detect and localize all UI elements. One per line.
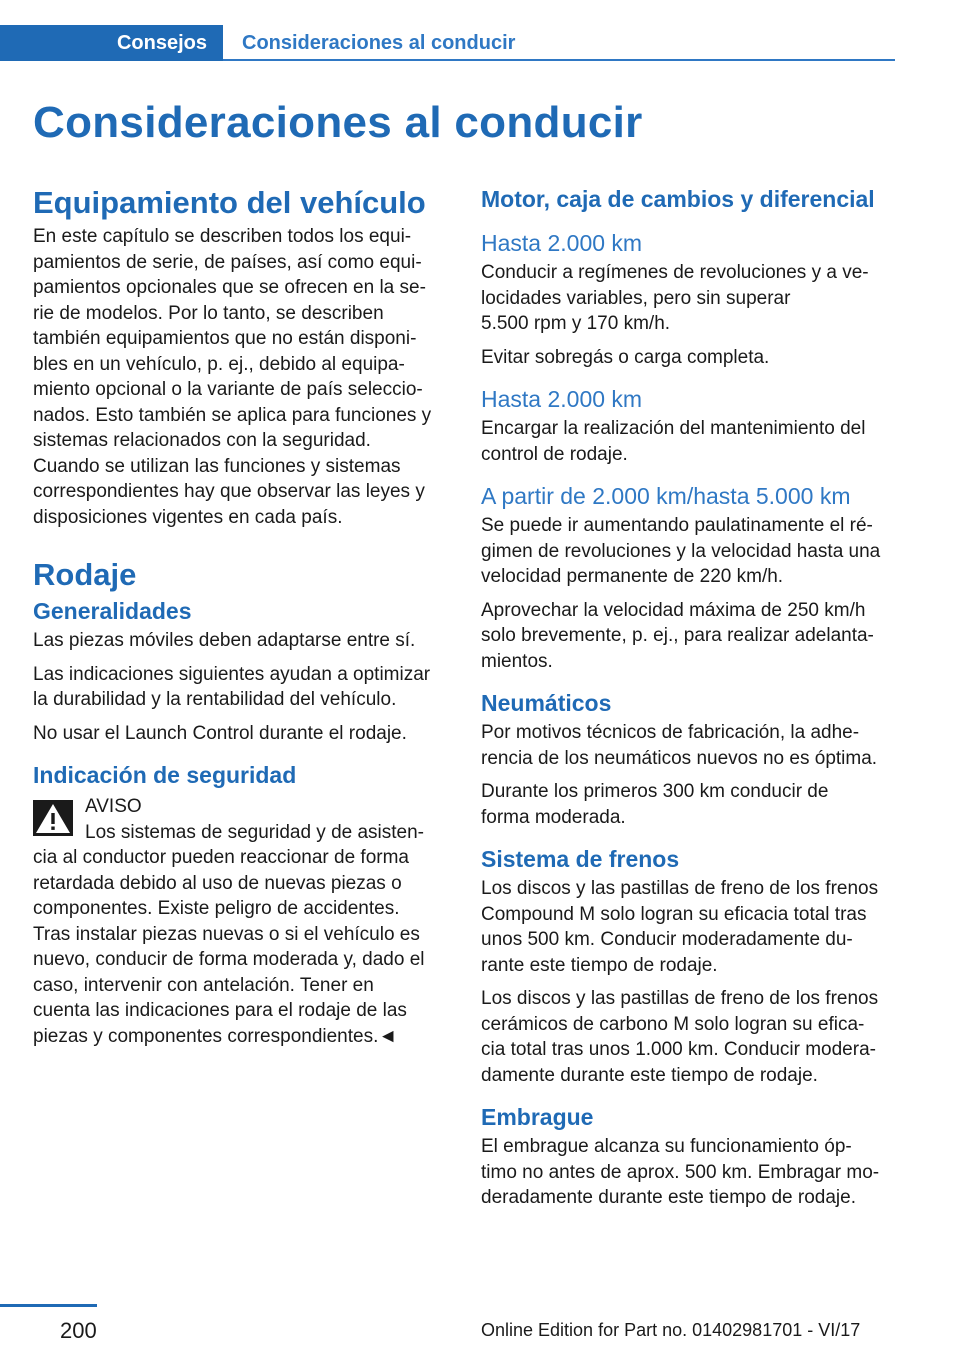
warning-block xyxy=(33,794,448,1049)
hasta-2000-paragraph-1: Conducir a regímenes de revoluciones y a ve- locidades variables, pero sin superar 5.500 rpm y 170 km/h. xyxy=(481,262,869,334)
neumaticos-paragraph-1: Por motivos técnicos de fabricación, la adhe- rencia de los neumáticos nuevos no es óptima. xyxy=(481,722,878,769)
hasta-2000-heading-1: Hasta 2.000 km xyxy=(481,230,643,256)
a-partir-paragraph-2: Aprovechar la velocidad máxima de 250 km/h solo brevemente, p. ej., para realizar adelanta- mientos. xyxy=(481,599,874,672)
header-divider xyxy=(223,59,895,61)
mantenimiento-paragraph: Encargar la realización del mantenimiento del control de rodaje. xyxy=(481,418,866,465)
page-number: 200 xyxy=(60,1318,97,1343)
footer-accent-line xyxy=(0,1304,97,1307)
section-tab[interactable] xyxy=(0,25,223,61)
hasta-2000-paragraph-2: Evitar sobregás o carga completa. xyxy=(481,346,770,368)
embrague-paragraph: El embrague alcanza su funcionamiento óp- timo no antes de aprox. 500 km. Embragar mo- deradamente durante este tiempo de rodaje. xyxy=(481,1136,880,1208)
generalidades-paragraph-2: Las indicaciones siguientes ayudan a optimizar la durabilidad y la rentabilidad del vehículo. xyxy=(33,663,431,710)
seguridad-heading: Indicación de seguridad xyxy=(33,762,297,788)
warning-text: AVISO Los sistemas de seguridad y de asisten- cia al conductor pueden reaccionar de forma retardada debido al uso de nuevas piezas o componentes. Existe peligro de accidentes. Tras instalar piezas nuevas o si el vehículo es nuevo, conducir de forma moderada y, dado el caso, intervenir con antelación. Tener en cuenta las indicaciones para el rodaje de las piezas y componentes correspondientes.◄ xyxy=(33,796,425,1047)
left-column xyxy=(33,184,448,1049)
neumaticos-paragraph-2: Durante los primeros 300 km conducir de forma moderada. xyxy=(481,781,829,828)
header-tabbar xyxy=(0,25,895,61)
a-partir-paragraph-1: Se puede ir aumentando paulatinamente el ré- gimen de revoluciones y la velocidad hasta una velocidad permanente de 220 km/h. xyxy=(481,515,881,587)
equipamiento-heading: Equipamiento del vehículo xyxy=(33,185,426,220)
warning-triangle-icon xyxy=(33,800,73,836)
chapter-tab[interactable]: Consideraciones al conducir xyxy=(242,32,516,54)
chapter-title: Consideraciones al conducir xyxy=(33,98,643,147)
a-partir-heading: A partir de 2.000 km/hasta 5.000 km xyxy=(481,483,851,509)
motor-heading: Motor, caja de cambios y diferencial xyxy=(481,186,875,212)
embrague-heading: Embrague xyxy=(481,1104,594,1130)
section-tab-label: Consejos xyxy=(116,31,207,54)
equipamiento-paragraph: En este capítulo se describen todos los equi- pamientos de serie, de países, así como equi- pamientos opcionales que se ofrecen en la se- rie de modelos. Por lo tanto, se describen también equipamientos que no están disponi- bles en un vehículo, p. ej., debido al equipa- miento opcional o la variante de país seleccio- nados. Esto también se aplica para funciones y sistemas relacionados con la seguridad. Cuando se utilizan las funciones y sistemas correspondientes hay que observar las leyes y disposiciones vigentes en cada país. xyxy=(33,226,432,528)
generalidades-paragraph-3: No usar el Launch Control durante el rodaje. xyxy=(33,722,407,744)
right-column xyxy=(481,184,896,1219)
hasta-2000-heading-2: Hasta 2.000 km xyxy=(481,386,643,412)
frenos-heading: Sistema de frenos xyxy=(481,846,680,872)
frenos-paragraph-2: Los discos y las pastillas de freno de los frenos cerámicos de carbono M solo logran su efica- cia total tras unos 1.000 km. Conducir modera- damente durante este tiempo de rodaje. xyxy=(481,988,879,1086)
generalidades-paragraph-1: Las piezas móviles deben adaptarse entre sí. xyxy=(33,630,416,651)
generalidades-heading: Generalidades xyxy=(33,598,192,624)
warning-label: AVISO xyxy=(85,796,142,817)
neumaticos-heading: Neumáticos xyxy=(481,690,612,716)
footer-edition: Online Edition for Part no. 01402981701 - VI/17 xyxy=(481,1320,861,1340)
rodaje-heading: Rodaje xyxy=(33,557,137,592)
frenos-paragraph-1: Los discos y las pastillas de freno de los frenos Compound M solo logran su eficacia total tras unos 500 km. Conducir moderadamente du- rante este tiempo de rodaje. xyxy=(481,878,879,976)
